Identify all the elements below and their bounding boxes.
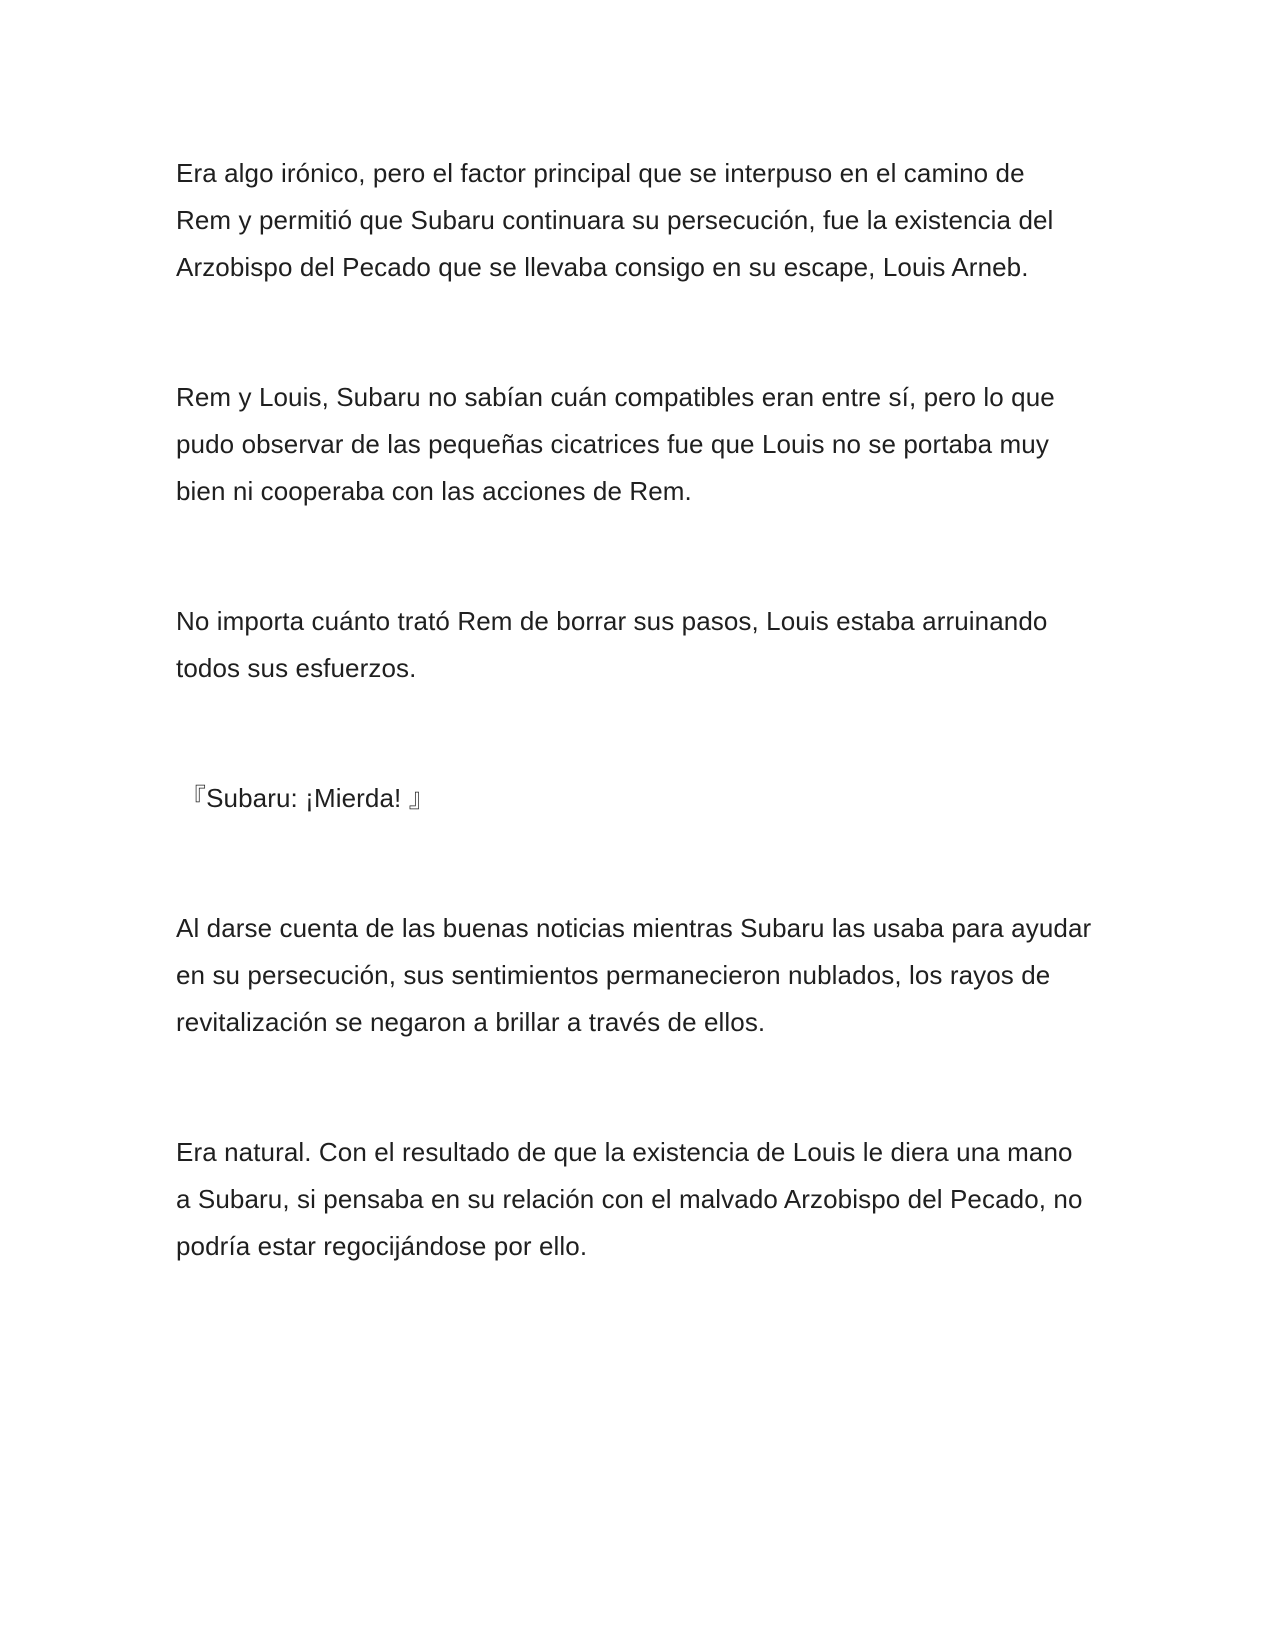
paragraph-line: Arzobispo del Pecado que se llevaba consigo en su escape, Louis Arneb. xyxy=(176,252,1029,282)
paragraph-line: bien ni cooperaba con las acciones de Rem. xyxy=(176,476,692,506)
paragraph-5 xyxy=(176,905,1106,1046)
dialogue-text: 『Subaru: ¡Mierda! 』 xyxy=(180,783,435,813)
paragraph-line: Era algo irónico, pero el factor principal que se interpuso en el camino de xyxy=(176,158,1025,188)
paragraph-line: podría estar regocijándose por ello. xyxy=(176,1231,588,1261)
paragraph-line: Era natural. Con el resultado de que la existencia de Louis le diera una mano xyxy=(176,1137,1073,1167)
paragraph-6 xyxy=(176,1129,1106,1270)
paragraph-line: Rem y Louis, Subaru no sabían cuán compatibles eran entre sí, pero lo que xyxy=(176,382,1055,412)
dialogue-line xyxy=(180,775,1106,822)
paragraph-line: Al darse cuenta de las buenas noticias mientras Subaru las usaba para ayudar xyxy=(176,913,1092,943)
paragraph-line: revitalización se negaron a brillar a través de ellos. xyxy=(176,1007,766,1037)
paragraph-1 xyxy=(176,150,1106,291)
paragraph-line: todos sus esfuerzos. xyxy=(176,653,417,683)
paragraph-2 xyxy=(176,374,1106,515)
paragraph-line: en su persecución, sus sentimientos permanecieron nublados, los rayos de xyxy=(176,960,1051,990)
paragraph-line: pudo observar de las pequeñas cicatrices fue que Louis no se portaba muy xyxy=(176,429,1049,459)
paragraph-line: Rem y permitió que Subaru continuara su persecución, fue la existencia del xyxy=(176,205,1054,235)
paragraph-line: No importa cuánto trató Rem de borrar sus pasos, Louis estaba arruinando xyxy=(176,606,1048,636)
paragraph-3 xyxy=(176,598,1106,692)
paragraph-line: a Subaru, si pensaba en su relación con el malvado Arzobispo del Pecado, no xyxy=(176,1184,1083,1214)
document-body xyxy=(176,150,1106,1353)
